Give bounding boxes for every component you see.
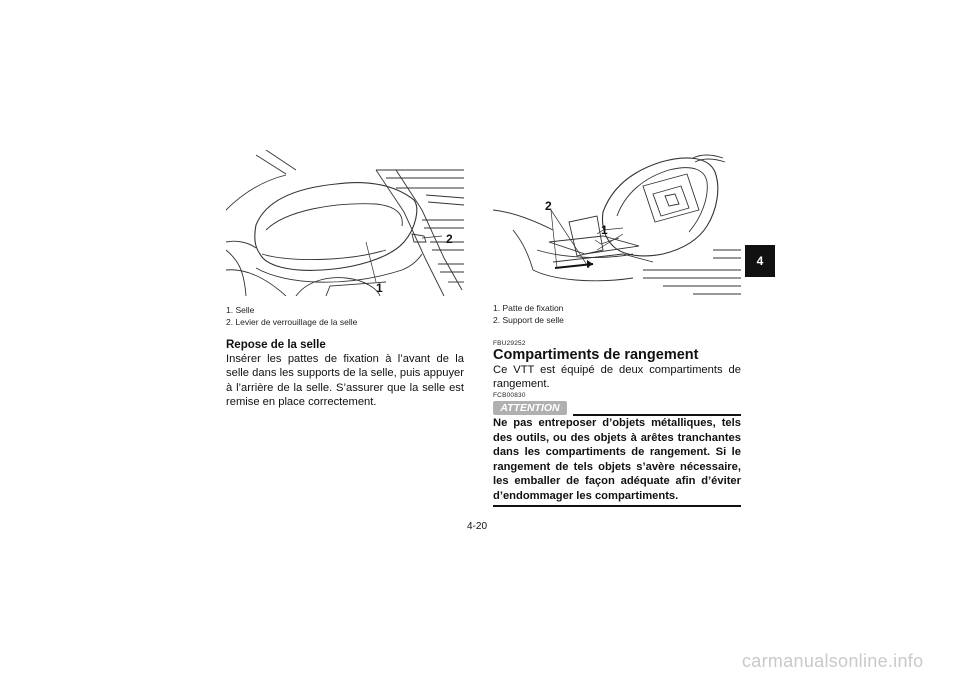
attention-code: FCB00830 — [493, 392, 526, 399]
section-title: Compartiments de rangement — [493, 347, 699, 363]
seat-illustration — [226, 150, 464, 296]
storage-callout-1: 1 — [601, 223, 608, 237]
watermark: carmanualsonline.info — [742, 651, 924, 671]
seat-install-paragraph: Insérer les pattes de fixation à l’avant de la selle dans les supports de la selle, puis appuyer à l’arrière de la selle. S’assurer que la selle est remise en place correctement. — [226, 353, 464, 408]
seat-callout-1: 1 — [376, 281, 383, 295]
chapter-number: 4 — [756, 254, 764, 268]
seat-callout-2: 2 — [446, 232, 453, 246]
caption-item: 1. Selle — [226, 305, 255, 315]
caption-item: 1. Patte de fixation — [493, 303, 564, 313]
attention-bar — [493, 401, 741, 416]
chapter-tab — [745, 245, 775, 277]
storage-paragraph: Ce VTT est équipé de deux compartiments de rangement. — [493, 364, 741, 391]
attention-label: ATTENTION — [493, 401, 567, 415]
section-code: FBU29252 — [493, 340, 526, 347]
seat-drawing — [226, 150, 464, 296]
left-figure-caption — [226, 304, 357, 328]
storage-drawing — [493, 150, 741, 296]
page-number: 4-20 — [467, 521, 488, 532]
caption-item: 2. Levier de verrouillage de la selle — [226, 317, 358, 327]
seat-install-heading: Repose de la selle — [226, 339, 326, 351]
storage-illustration — [493, 150, 741, 296]
storage-callout-2: 2 — [545, 199, 552, 213]
caption-item: 2. Support de selle — [493, 315, 564, 325]
attention-text: Ne pas entreposer d’objets métalliques, tels des outils, ou des objets à arêtes tranchantes dans les compartiments de rangement. Si le rangement de tels objets s’avère nécessaire, les emballer de façon adéquate afin d’éviter d’endommager les compartiments. — [493, 417, 741, 502]
right-figure-caption — [493, 302, 564, 326]
attention-bottom-rule — [493, 505, 741, 507]
